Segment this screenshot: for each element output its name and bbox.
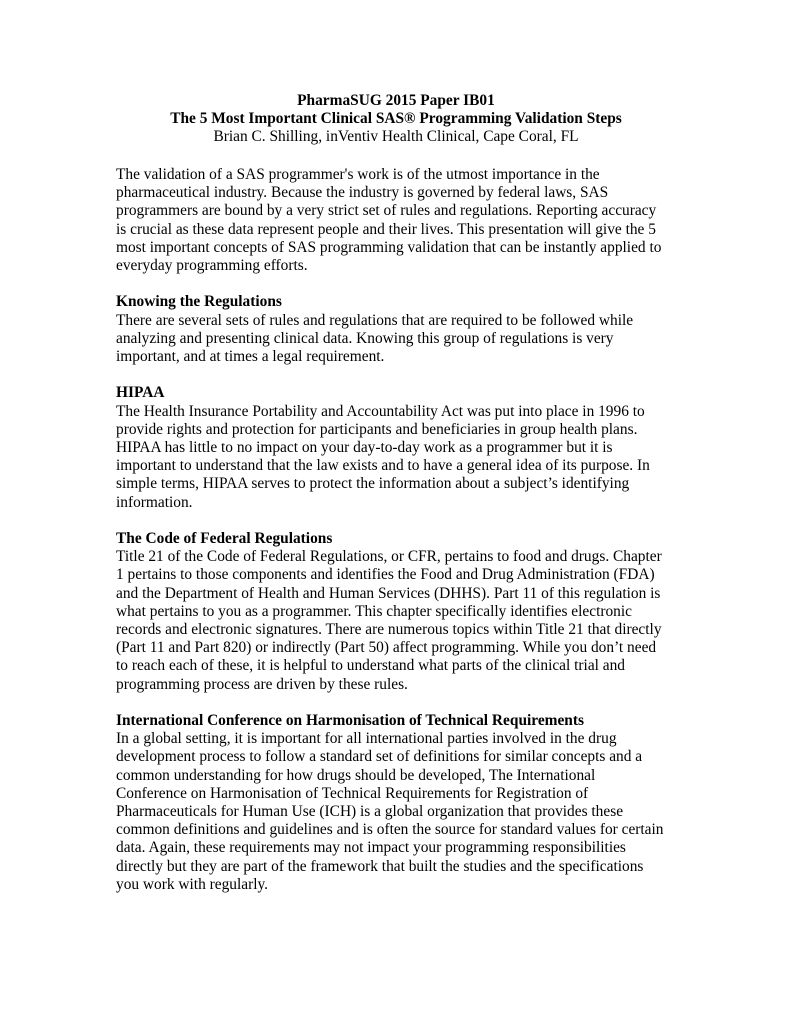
text-line: The Health Insurance Portability and Accountability Act was put into place in 1996 to [116,402,645,420]
text-line: you work with regularly. [116,875,269,893]
text-line: data. Again, these requirements may not impact your programming responsibilities [116,839,626,857]
section-paragraph [116,548,686,694]
text-line: Pharmaceuticals for Human Use (ICH) is a global organization that provides these [116,803,624,821]
paper-header [116,92,676,147]
text-line: is crucial as these data represent people and their lives. This presentation will give the 5 [116,220,656,238]
text-line: The validation of a SAS programmer's work is of the utmost importance in the [116,166,600,183]
section-heading: The Code of Federal Regulations [116,530,333,548]
text-line: and the Department of Health and Human Services (DHHS). Part 11 of this regulation is [116,584,661,602]
section-paragraph [116,312,686,367]
text-line: important, and at times a legal requirement. [116,348,385,366]
document-body [116,166,686,894]
text-line: programmers are bound by a very strict set of rules and regulations. Reporting accuracy [116,202,657,220]
section-code-of-federal-regulations [116,530,686,694]
section-knowing-regulations [116,293,686,366]
text-line: to reach each of these, it is helpful to understand what parts of the clinical trial and [116,657,625,675]
text-line: information. [116,493,193,511]
text-line: common definitions and guidelines and is often the source for standard values for certain [116,821,664,839]
section-heading: HIPAA [116,384,165,402]
text-line: HIPAA has little to no impact on your day-to-day work as a programmer but it is [116,439,613,457]
text-line: Conference on Harmonisation of Technical Requirements for Registration of [116,784,589,802]
section-ich [116,712,686,894]
text-line: important to understand that the law exists and to have a general idea of its purpose. In [116,457,650,475]
section-heading: International Conference on Harmonisation of Technical Requirements [116,712,584,730]
text-line: everyday programming efforts. [116,257,308,275]
section-paragraph [116,403,686,512]
text-line: records and electronic signatures. There are numerous topics within Title 21 that directly [116,621,662,639]
text-line: provide rights and protection for participants and beneficiaries in group health plans. [116,420,638,438]
paragraph-gap [116,275,686,293]
text-line: common understanding for how drugs should be developed, The International [116,766,596,784]
intro-paragraph [116,166,686,275]
text-line: (Part 11 and Part 820) or indirectly (Part 50) affect programming. While you don’t need [116,639,657,657]
paper-subtitle: The 5 Most Important Clinical SAS® Programming Validation Steps [170,110,622,128]
text-line: most important concepts of SAS programming validation that can be instantly applied to [116,238,662,256]
text-line: 1 pertains to those components and identifies the Food and Drug Administration (FDA) [116,566,655,584]
text-line: Title 21 of the Code of Federal Regulations, or CFR, pertains to food and drugs. Chapter [116,548,662,566]
text-line: In a global setting, it is important for all international parties involved in the drug [116,730,617,748]
section-heading: Knowing the Regulations [116,293,282,311]
text-line: analyzing and presenting clinical data. Knowing this group of regulations is very [116,329,614,347]
paragraph-gap [116,694,686,712]
section-hipaa [116,384,686,511]
text-line: programming process are driven by these rules. [116,675,408,693]
section-paragraph [116,730,686,894]
paragraph-gap [116,512,686,530]
text-line: what pertains to you as a programmer. This chapter specifically identifies electronic [116,602,632,620]
paragraph-gap [116,366,686,384]
text-line: pharmaceutical industry. Because the industry is governed by federal laws, SAS [116,184,609,202]
text-line: simple terms, HIPAA serves to protect the information about a subject’s identifying [116,475,630,493]
text-line: directly but they are part of the framework that built the studies and the specifications [116,857,644,875]
text-line: There are several sets of rules and regulations that are required to be followed while [116,311,634,329]
paper-author: Brian C. Shilling, inVentiv Health Clinical, Cape Coral, FL [213,128,579,146]
text-line: development process to follow a standard set of definitions for similar concepts and a [116,748,643,766]
paper-title: PharmaSUG 2015 Paper IB01 [297,92,495,109]
